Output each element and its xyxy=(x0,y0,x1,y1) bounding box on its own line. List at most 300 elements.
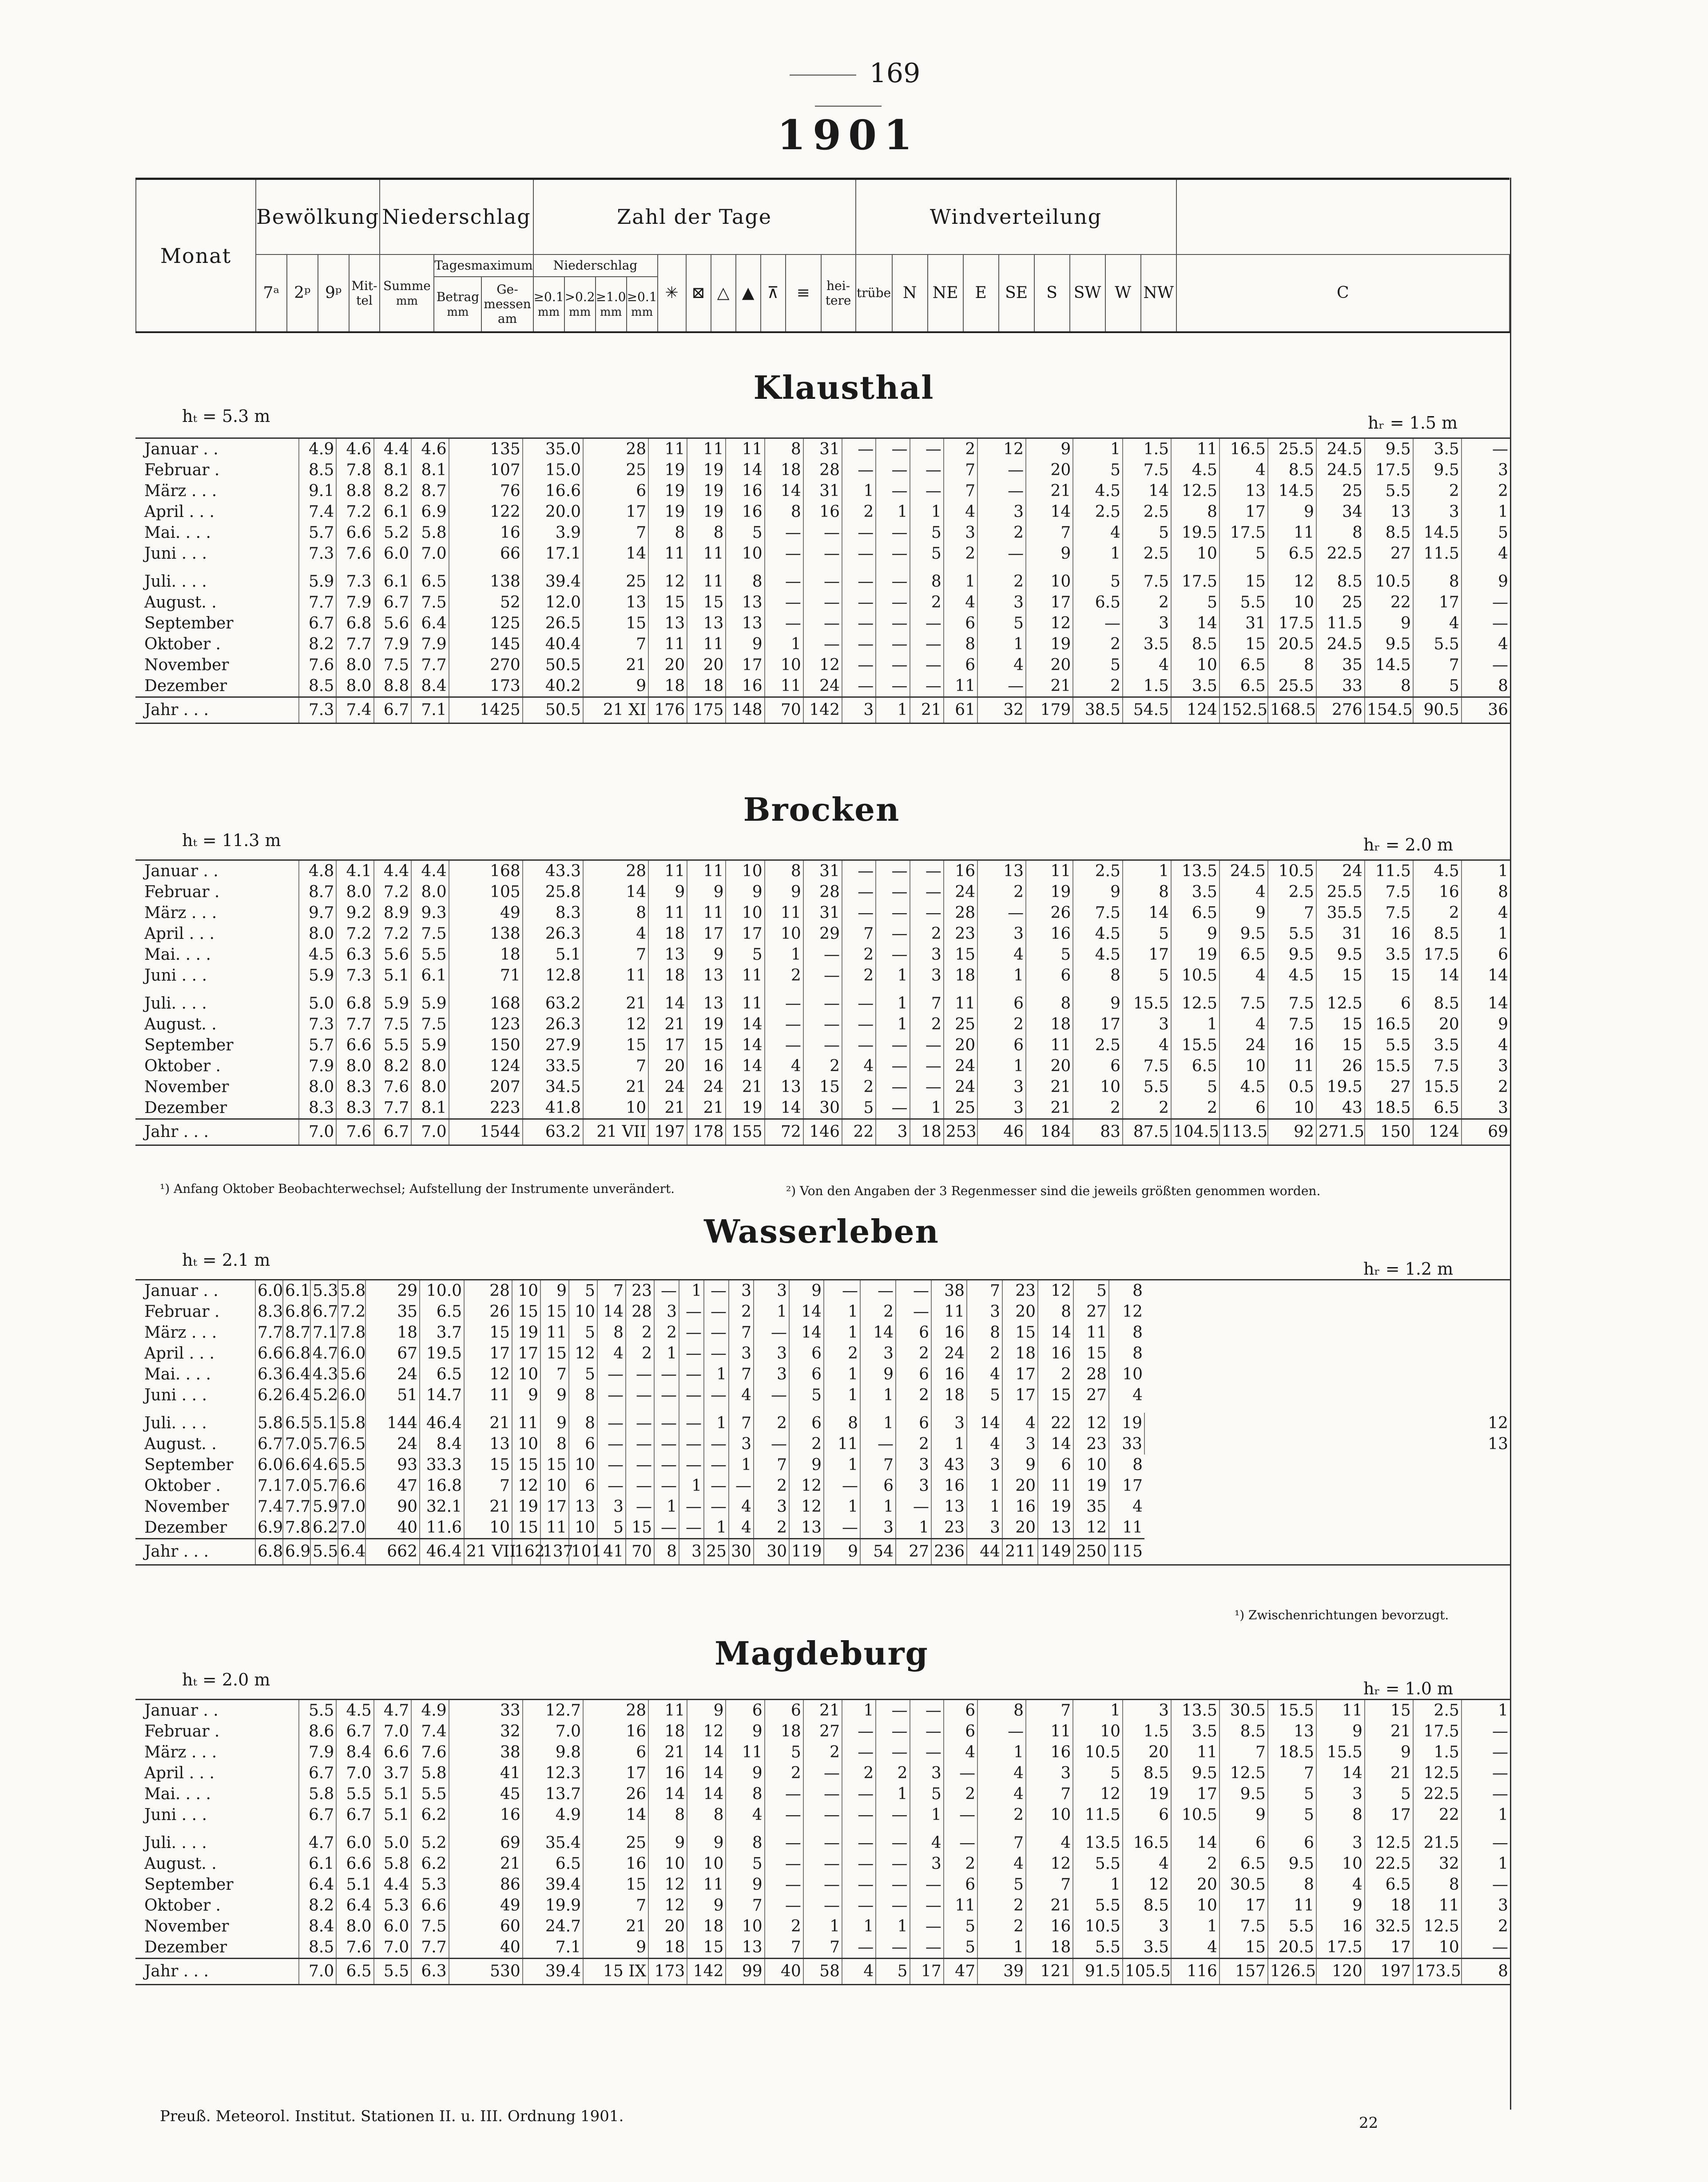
table-cell: 9 xyxy=(1026,543,1073,564)
table-cell: 28 xyxy=(626,1301,654,1322)
table-cell: 17.5 xyxy=(1413,1721,1462,1742)
table-cell: 21 VII xyxy=(583,1119,648,1145)
table-cell: 20 xyxy=(1123,1742,1171,1763)
table-cell: 7 xyxy=(944,481,977,501)
table-cell: — xyxy=(754,1385,789,1406)
table-cell: 4 xyxy=(842,1056,876,1077)
table-cell: 92 xyxy=(1268,1119,1316,1145)
table-cell: 11 xyxy=(1026,1035,1073,1056)
month-label: November xyxy=(144,656,229,674)
table-cell: 5.5 xyxy=(1268,1916,1316,1937)
table-cell: — xyxy=(876,1097,910,1119)
table-cell: 1 xyxy=(1171,1916,1219,1937)
table-cell: 20 xyxy=(648,1916,687,1937)
table-cell: 13 xyxy=(789,1517,824,1539)
station-title-klausthal: Klausthal xyxy=(753,369,934,406)
table-cell: 4 xyxy=(1123,1035,1171,1056)
table-cell: 3 xyxy=(754,1496,789,1517)
table-cell: 7.7 xyxy=(374,1097,411,1119)
table-cell: 13 xyxy=(1365,501,1413,522)
table-cell: 70 xyxy=(765,697,803,723)
table-cell: 4 xyxy=(1316,1874,1365,1895)
table-cell: 5 xyxy=(1413,676,1462,697)
month-label: Mai. . . . xyxy=(144,946,211,964)
table-cell: 11 xyxy=(464,1385,512,1406)
table-cell: 7.3 xyxy=(299,543,336,564)
month-label: Juni . . . xyxy=(144,1386,207,1404)
table-cell: 24 xyxy=(931,1343,967,1364)
table-cell: 11 xyxy=(583,965,648,986)
table-cell: 7 xyxy=(1219,1742,1268,1763)
table-cell: 41 xyxy=(597,1539,626,1565)
table-cell: 2 xyxy=(1038,1364,1073,1385)
table-cell: 8.2 xyxy=(374,481,411,501)
table-cell: 4 xyxy=(1123,655,1171,676)
table-cell: 17.5 xyxy=(1413,944,1462,965)
table-cell: 28 xyxy=(583,438,648,460)
table-cell: 5.3 xyxy=(310,1280,338,1302)
table-cell: 4.4 xyxy=(374,860,411,882)
table-cell: 4 xyxy=(765,1056,803,1077)
table-cell: 8 xyxy=(1026,993,1073,1014)
month-label: August. . xyxy=(144,1015,217,1033)
table-cell: 3 xyxy=(910,1763,944,1784)
table-cell: 21 xyxy=(583,655,648,676)
table-cell: 2 xyxy=(977,1804,1026,1825)
table-cell: 13 xyxy=(1268,1721,1316,1742)
table-cell: 15 xyxy=(1002,1322,1038,1343)
table-cell: — xyxy=(910,902,944,923)
table-cell: 1 xyxy=(876,1784,910,1804)
table-cell: 20 xyxy=(648,1056,687,1077)
table-cell: 4.5 xyxy=(299,944,336,965)
table-cell: 7.0 xyxy=(411,543,449,564)
table-cell: 3 xyxy=(1123,613,1171,634)
table-cell: 211 xyxy=(1002,1539,1038,1565)
table-cell: 8.7 xyxy=(283,1322,310,1343)
table-cell: 5 xyxy=(1073,1280,1109,1302)
table-cell: 22.5 xyxy=(1316,543,1365,564)
table-cell: 2 xyxy=(754,1413,789,1434)
table-cell: — xyxy=(910,1937,944,1959)
table-cell: 5 xyxy=(1123,522,1171,543)
table-cell: 18 xyxy=(910,1119,944,1145)
table-cell: 8.8 xyxy=(336,481,373,501)
table-cell: 15 xyxy=(944,944,977,965)
table-cell: 12 xyxy=(1109,1301,1144,1322)
table-cell: 5.8 xyxy=(411,522,449,543)
table-cell: 11 xyxy=(540,1517,569,1539)
table-cell: — xyxy=(704,1301,729,1322)
table-cell: 31 xyxy=(1219,613,1268,634)
table-cell: 32 xyxy=(977,697,1026,723)
table-cell: 9.5 xyxy=(1316,944,1365,965)
table-cell: 6.5 xyxy=(338,1434,365,1455)
header-threshold-1: ≥0.1 mm xyxy=(533,277,564,332)
table-cell: 9 xyxy=(824,1539,860,1565)
table-cell: 6.4 xyxy=(411,613,449,634)
table-cell: 21 xyxy=(464,1496,512,1517)
table-cell: 3 xyxy=(1123,1014,1171,1035)
table-cell: 10 xyxy=(1109,1364,1144,1385)
table-cell: 1 xyxy=(910,501,944,522)
table-cell: — xyxy=(803,571,842,592)
table-cell: — xyxy=(876,438,910,460)
table-cell: 39.4 xyxy=(523,1959,583,1985)
table-cell: 9 xyxy=(1026,438,1073,460)
table-cell: 13 xyxy=(931,1496,967,1517)
table-cell: 5.5 xyxy=(411,1784,449,1804)
table-cell: 6.5 xyxy=(1219,944,1268,965)
table-cell: 40 xyxy=(365,1517,420,1539)
table-cell: 1.5 xyxy=(1123,676,1171,697)
table-cell: 1 xyxy=(1462,1804,1510,1825)
table-cell: 6.5 xyxy=(283,1413,310,1434)
hail-icon: ⊠ xyxy=(686,254,711,332)
month-label: Juli. . . . xyxy=(144,1834,207,1852)
table-cell: 15.5 xyxy=(1123,993,1171,1014)
header-cloud-mean: Mit-tel xyxy=(349,254,380,332)
table-row xyxy=(135,1280,1510,1302)
month-label: Oktober . xyxy=(144,1477,221,1495)
table-cell: 9 xyxy=(1316,1721,1365,1742)
table-cell: 5 xyxy=(1171,1077,1219,1097)
table-cell: 11 xyxy=(540,1322,569,1343)
footnote-wasserleben-1: ¹) Zwischenrichtungen bevorzugt. xyxy=(1235,1608,1449,1622)
table-cell: 17 xyxy=(687,923,726,944)
table-cell: 4 xyxy=(910,1832,944,1853)
table-cell: 12 xyxy=(512,1475,540,1496)
table-cell: 5.6 xyxy=(374,944,411,965)
table-cell: 6.8 xyxy=(255,1539,283,1565)
table-cell: 4.6 xyxy=(310,1455,338,1475)
month-label: Mai. . . . xyxy=(144,524,211,542)
table-cell: 12 xyxy=(687,1721,726,1742)
table-cell: 7.0 xyxy=(411,1119,449,1145)
table-cell: 184 xyxy=(1026,1119,1073,1145)
table-cell: 11 xyxy=(687,634,726,655)
table-cell: 4.4 xyxy=(374,1874,411,1895)
table-cell: 662 xyxy=(365,1539,420,1565)
table-cell: 7.7 xyxy=(283,1496,310,1517)
table-cell: 6.5 xyxy=(336,1959,373,1985)
table-cell: 90.5 xyxy=(1413,697,1462,723)
table-cell: 7.9 xyxy=(299,1742,336,1763)
table-cell: 7 xyxy=(1026,1700,1073,1721)
table-cell: 26 xyxy=(464,1301,512,1322)
table-cell: 15 xyxy=(1316,1014,1365,1035)
table-cell: 2 xyxy=(977,1895,1026,1916)
table-cell: 15 xyxy=(583,1035,648,1056)
table-cell: 17 xyxy=(1171,1784,1219,1804)
row-spacer xyxy=(135,564,1510,571)
table-cell: 10 xyxy=(512,1280,540,1302)
table-cell: 14.5 xyxy=(1268,481,1316,501)
table-cell: 6.7 xyxy=(255,1434,283,1455)
table-cell: 1 xyxy=(876,697,910,723)
header-days-precip: Niederschlag xyxy=(533,254,658,277)
table-cell: 9 xyxy=(1219,902,1268,923)
table-cell: 4.9 xyxy=(523,1804,583,1825)
table-cell: 9 xyxy=(1002,1455,1038,1475)
table-cell: 7.0 xyxy=(336,1763,373,1784)
table-cell: 4.5 xyxy=(1073,481,1123,501)
table-cell: 16 xyxy=(726,481,764,501)
table-cell: — xyxy=(765,1874,803,1895)
table-cell: — xyxy=(654,1455,679,1475)
table-cell: 35.4 xyxy=(523,1832,583,1853)
table-cell: 11 xyxy=(944,993,977,1014)
table-cell: — xyxy=(597,1413,626,1434)
header-wind-s: S xyxy=(1034,254,1070,332)
table-cell: 5.0 xyxy=(374,1832,411,1853)
table-cell: — xyxy=(654,1517,679,1539)
month-label: Oktober . xyxy=(144,635,221,653)
table-cell: 25 xyxy=(1316,481,1365,501)
table-cell: 9 xyxy=(1073,882,1123,902)
table-cell: 7.3 xyxy=(336,571,373,592)
table-cell: 14 xyxy=(1171,1832,1219,1853)
table-cell: 6.7 xyxy=(336,1804,373,1825)
table-cell: 5.5 xyxy=(1268,923,1316,944)
table-cell: — xyxy=(679,1343,704,1364)
table-cell: 7.5 xyxy=(1268,1014,1316,1035)
table-cell: 33.5 xyxy=(523,1056,583,1077)
table-cell: 4.8 xyxy=(299,860,336,882)
table-cell: 5.5 xyxy=(1365,1035,1413,1056)
table-cell: 19 xyxy=(512,1322,540,1343)
table-cell: 9 xyxy=(687,1895,726,1916)
table-cell: 7 xyxy=(1026,522,1073,543)
table-cell: — xyxy=(876,1937,910,1959)
station-hr-klausthal: hᵣ = 1.5 m xyxy=(1368,413,1458,433)
month-label: Dezember xyxy=(144,1099,227,1117)
table-cell: 1 xyxy=(876,501,910,522)
table-row xyxy=(135,1385,1510,1406)
table-cell: 22.5 xyxy=(1413,1784,1462,1804)
table-cell: 1 xyxy=(977,634,1026,655)
table-cell: 8.0 xyxy=(299,1077,336,1097)
table-cell: 9 xyxy=(789,1455,824,1475)
table-cell: 2 xyxy=(803,1742,842,1763)
table-cell: 14 xyxy=(597,1301,626,1322)
table-row xyxy=(135,1700,1510,1721)
table-cell: — xyxy=(1462,1784,1510,1804)
table-row xyxy=(135,1496,1510,1517)
table-cell: 155 xyxy=(726,1119,764,1145)
table-cell: 10 xyxy=(1026,1804,1073,1825)
table-cell: 13 xyxy=(726,1937,764,1959)
table-cell: 13.5 xyxy=(1171,860,1219,882)
table-cell: — xyxy=(803,592,842,613)
table-cell: 11 xyxy=(1026,860,1073,882)
table-cell: 13 xyxy=(687,613,726,634)
table-cell: 1 xyxy=(729,1455,754,1475)
table-cell: 104.5 xyxy=(1171,1119,1219,1145)
table-cell: 24 xyxy=(1219,1035,1268,1056)
table-cell: 8 xyxy=(1038,1301,1073,1322)
table-cell: 15 xyxy=(464,1455,512,1475)
table-cell: 7.7 xyxy=(411,655,449,676)
table-cell: 20.5 xyxy=(1268,1937,1316,1959)
table-cell: 12 xyxy=(789,1475,824,1496)
table-cell: 8.3 xyxy=(336,1097,373,1119)
table-cell: 32 xyxy=(449,1721,523,1742)
table-cell: 150 xyxy=(449,1035,523,1056)
table-cell: 60 xyxy=(449,1916,523,1937)
table-cell: 6.4 xyxy=(283,1385,310,1406)
table-cell: 8 xyxy=(687,522,726,543)
table-cell: 5.1 xyxy=(523,944,583,965)
table-cell: 7.1 xyxy=(411,697,449,723)
table-cell: 1 xyxy=(679,1475,704,1496)
table-cell: 7 xyxy=(583,1895,648,1916)
month-label: September xyxy=(144,1456,234,1474)
table-cell: 5 xyxy=(765,1742,803,1763)
table-cell: 29 xyxy=(365,1280,420,1302)
table-cell: — xyxy=(842,1895,876,1916)
table-cell: 2 xyxy=(910,923,944,944)
table-cell: 1 xyxy=(824,1455,860,1475)
table-cell: 8 xyxy=(687,1804,726,1825)
month-label: September xyxy=(144,614,234,632)
table-cell: — xyxy=(1462,1832,1510,1853)
table-cell: 6.2 xyxy=(310,1517,338,1539)
table-cell: 8.5 xyxy=(1365,522,1413,543)
table-cell: 7 xyxy=(1026,1784,1073,1804)
table-cell: 9 xyxy=(1219,1804,1268,1825)
table-cell: 15 xyxy=(583,1874,648,1895)
table-cell: — xyxy=(765,1832,803,1853)
table-cell: 27.9 xyxy=(523,1035,583,1056)
table-cell: 2 xyxy=(842,965,876,986)
table-cell: 7.5 xyxy=(1073,902,1123,923)
table-cell: — xyxy=(803,1804,842,1825)
table-cell: 2 xyxy=(842,1077,876,1097)
table-cell: 11.6 xyxy=(420,1517,464,1539)
table-cell: 12 xyxy=(1038,1280,1073,1302)
table-cell: 2 xyxy=(754,1475,789,1496)
table-cell: 7.4 xyxy=(299,501,336,522)
table-cell: 10 xyxy=(648,1853,687,1874)
table-cell: — xyxy=(704,1434,729,1455)
table-cell: 3 xyxy=(910,944,944,965)
table-cell: 5.9 xyxy=(299,571,336,592)
table-cell: 4 xyxy=(944,1742,977,1763)
table-cell: 178 xyxy=(687,1119,726,1145)
table-cell: 16.8 xyxy=(420,1475,464,1496)
table-cell: 25.5 xyxy=(1268,438,1316,460)
table-cell: 39.4 xyxy=(523,1874,583,1895)
table-cell: — xyxy=(876,1056,910,1077)
table-cell: — xyxy=(679,1517,704,1539)
station-ht-wasserleben: hₜ = 2.1 m xyxy=(182,1250,270,1270)
table-cell: — xyxy=(842,1804,876,1825)
table-cell: — xyxy=(842,860,876,882)
table-row xyxy=(135,1301,1510,1322)
table-cell: 15 xyxy=(803,1077,842,1097)
table-cell: 5 xyxy=(569,1364,597,1385)
table-cell: 5 xyxy=(569,1280,597,1302)
table-cell: 7 xyxy=(842,923,876,944)
header-cloud-7a: 7ᵃ xyxy=(256,254,287,332)
table-cell: — xyxy=(654,1364,679,1385)
table-cell: 12 xyxy=(1073,1413,1109,1434)
table-cell: 25 xyxy=(1316,592,1365,613)
table-cell: 7 xyxy=(1026,1874,1073,1895)
table-cell: 1 xyxy=(1462,501,1510,522)
table-cell: 12 xyxy=(569,1343,597,1364)
table-cell: 8.5 xyxy=(1219,1721,1268,1742)
table-cell: 7.0 xyxy=(299,1959,336,1985)
table-cell: 8 xyxy=(1316,522,1365,543)
table-cell: — xyxy=(876,902,910,923)
table-cell: 13 xyxy=(765,1077,803,1097)
table-cell: 69 xyxy=(1462,1119,1510,1145)
table-cell: — xyxy=(679,1434,704,1455)
table-cell: 4.5 xyxy=(336,1700,373,1721)
table-cell: 1.5 xyxy=(1123,438,1171,460)
table-cell: 5 xyxy=(910,543,944,564)
header-wind-n: N xyxy=(892,254,928,332)
table-cell: 13 xyxy=(648,613,687,634)
table-row xyxy=(135,1895,1510,1916)
month-label: März . . . xyxy=(144,1324,217,1342)
table-cell: 5 xyxy=(1171,592,1219,613)
table-cell: 4 xyxy=(1462,634,1510,655)
table-cell: 35 xyxy=(1316,655,1365,676)
table-cell: 9.7 xyxy=(299,902,336,923)
table-cell: 2 xyxy=(977,571,1026,592)
table-cell: 17 xyxy=(1219,501,1268,522)
table-cell: 7.5 xyxy=(1123,571,1171,592)
table-cell: 8 xyxy=(1123,882,1171,902)
table-cell: 7.8 xyxy=(283,1517,310,1539)
table-cell: 24 xyxy=(648,1077,687,1097)
table-cell: 36 xyxy=(1462,697,1510,723)
table-cell: 6.5 xyxy=(1171,1056,1219,1077)
table-cell: 16 xyxy=(1413,882,1462,902)
page-number: 169 xyxy=(733,58,964,120)
table-cell: 17.5 xyxy=(1365,460,1413,481)
table-cell: 9 xyxy=(540,1280,569,1302)
table-cell: 46.4 xyxy=(420,1413,464,1434)
table-cell: 10 xyxy=(726,1916,764,1937)
table-cell: 5 xyxy=(977,1874,1026,1895)
table-cell: 14 xyxy=(1462,993,1510,1014)
header-days: Zahl der Tage xyxy=(533,179,856,254)
table-cell: 8 xyxy=(540,1434,569,1455)
table-cell: — xyxy=(1462,1721,1510,1742)
table-cell: 5.6 xyxy=(338,1364,365,1385)
table-cell: — xyxy=(876,676,910,697)
table-cell: 5.3 xyxy=(374,1895,411,1916)
table-cell: 7 xyxy=(967,1280,1002,1302)
table-cell: 12.5 xyxy=(1365,1832,1413,1853)
table-cell: 3.5 xyxy=(1365,944,1413,965)
snow-icon: ✳ xyxy=(658,254,686,332)
month-label: Juni . . . xyxy=(144,1806,207,1824)
table-cell: 1 xyxy=(1462,860,1510,882)
table-cell: 2.5 xyxy=(1123,543,1171,564)
table-cell: 6 xyxy=(583,481,648,501)
table-cell: 5.5 xyxy=(374,1959,411,1985)
table-cell: 0.5 xyxy=(1268,1077,1316,1097)
table-cell: 11 xyxy=(687,860,726,882)
table-cell: 9 xyxy=(1171,923,1219,944)
table-cell: 11 xyxy=(1073,1322,1109,1343)
table-cell: 6.5 xyxy=(1413,1097,1462,1119)
